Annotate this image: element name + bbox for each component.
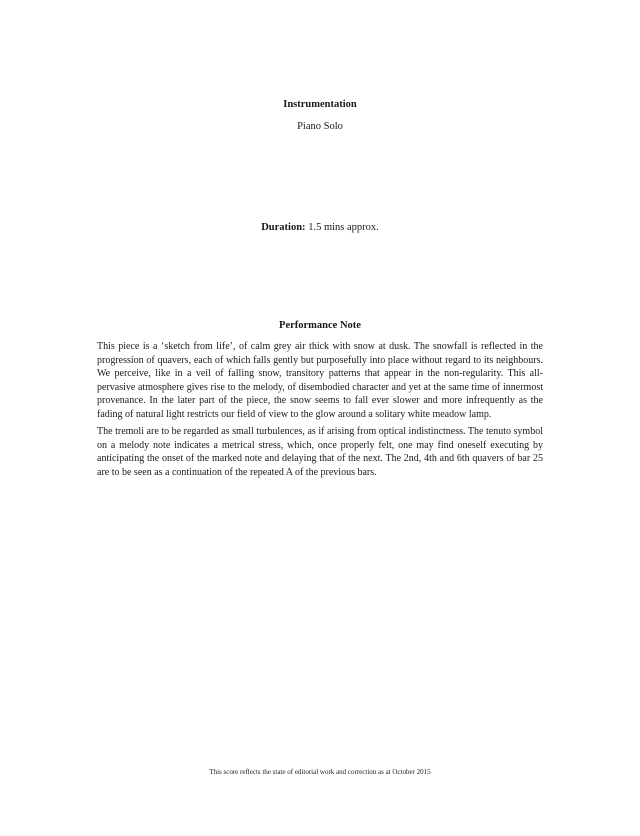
duration-value: 1.5 mins approx. <box>308 222 379 233</box>
performance-note-paragraph-1: This piece is a ‘sketch from life’, of calm grey air thick with snow at dusk. The snowfall is reflected in the progression of quavers, each of which falls gently but purposefully into place without regard to its neighbours. We perceive, like in a veil of falling snow, transitory patterns that appear in the non-regularity. This all-pervasive atmosphere gives rise to the melody, of disembodied character and yet at the same time of innermost provenance. In the later part of the piece, the snow seems to fall ever slower and more infrequently as the fading of natural light restricts our field of view to the glow around a solitary white meadow lamp. <box>97 341 543 420</box>
duration-label: Duration: <box>261 222 306 233</box>
performance-note-paragraph-2: The tremoli are to be regarded as small turbulences, as if arising from optical indistinctness. The tenuto symbol on a melody note indicates a metrical stress, which, once properly felt, one may find oneself executing by anticipating the onset of the marked note and delaying that of the next. The 2nd, 4th and 6th quavers of bar 25 are to be seen as a continuation of the repeated A of the previous bars. <box>97 426 543 478</box>
performance-note-heading: Performance Note <box>279 320 361 331</box>
instrumentation-heading: Instrumentation <box>283 99 357 110</box>
duration-line <box>0 222 640 233</box>
footer-note: This score reflects the state of editorial work and correction as at October 2015 <box>209 768 431 776</box>
instrumentation-value: Piano Solo <box>297 121 343 132</box>
